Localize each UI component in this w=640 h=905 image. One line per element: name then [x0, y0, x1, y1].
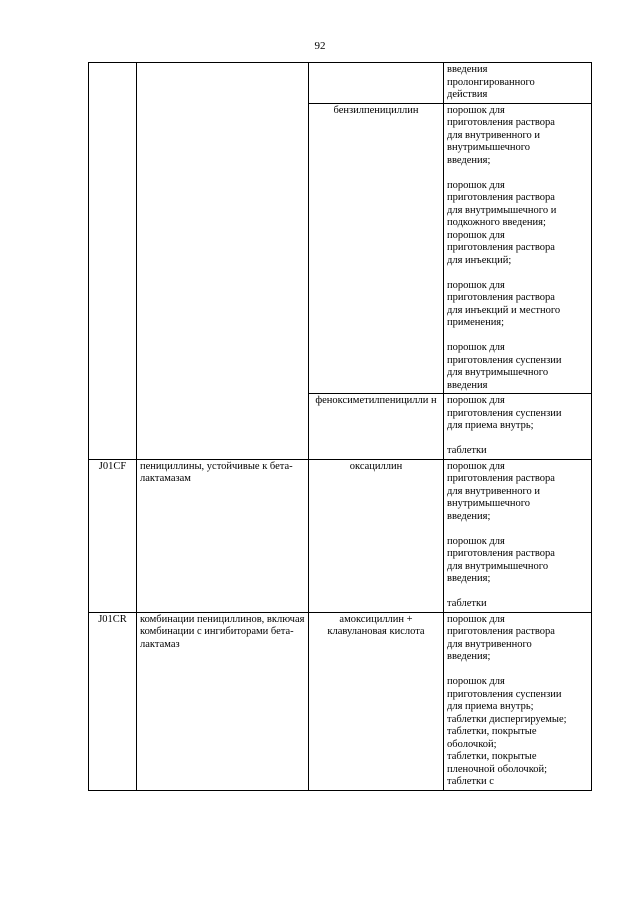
dosage-form-block [447, 280, 588, 330]
dosage-form-line: приготовления раствора [447, 242, 555, 253]
dosage-form-line: для внутривенного и [447, 129, 541, 141]
dosage-form-cell [444, 63, 592, 104]
dosage-form-block [447, 676, 588, 789]
atc-code-cell [89, 63, 137, 460]
dosage-form-line: порошок для [447, 676, 505, 687]
dosage-form-line: для внутривенного и [447, 485, 541, 497]
dosage-form-line: для внутримышечного и [447, 204, 557, 216]
drug-table [88, 62, 592, 791]
dosage-form-line: таблетки [447, 445, 487, 456]
form-gap [447, 433, 588, 446]
atc-code-cell: J01CR [89, 612, 137, 790]
dosage-form-line: порошок для [447, 229, 505, 241]
dosage-form-line: внутримышечного [447, 498, 531, 509]
dosage-form-line: приготовления раствора [447, 548, 555, 559]
dosage-form-line: приготовления раствора [447, 473, 555, 484]
dosage-form-cell [444, 103, 592, 394]
dosage-form-line: для внутривенного [447, 638, 532, 650]
group-name-cell [137, 63, 309, 460]
dosage-form-line: приготовления раствора [447, 292, 555, 303]
dosage-form-line: для инъекций и местного [447, 304, 561, 316]
dosage-form-block [447, 461, 588, 524]
dosage-form-line: введения [447, 379, 488, 391]
dosage-form-line: пролонгированного [447, 76, 535, 88]
form-gap [447, 330, 588, 343]
dosage-form-line: приготовления суспензии [447, 688, 562, 700]
table-row [89, 459, 592, 612]
dosage-form-line: пленочной оболочкой; [447, 763, 548, 775]
dosage-form-block [447, 180, 588, 268]
dosage-form-block [447, 445, 588, 458]
dosage-form-line: таблетки, покрытые [447, 726, 537, 737]
dosage-form-block [447, 536, 588, 586]
dosage-form-cell [444, 612, 592, 790]
dosage-form-line: введения; [447, 651, 491, 662]
dosage-form-line: внутримышечного [447, 142, 531, 153]
dosage-form-line: таблетки диспергируемые; [447, 713, 567, 725]
dosage-form-line: подкожного введения; [447, 217, 546, 228]
dosage-form-line: приготовления раствора [447, 192, 555, 203]
page-number: 92 [314, 40, 326, 52]
dosage-form-line: введения; [447, 510, 491, 522]
dosage-form-line: порошок для [447, 342, 505, 353]
dosage-form-line: для инъекций; [447, 254, 512, 266]
dosage-form-block [447, 395, 588, 433]
dosage-form-cell [444, 394, 592, 460]
dosage-form-line: таблетки [447, 598, 487, 609]
dosage-form-line: порошок для [447, 104, 505, 116]
dosage-form-cell [444, 459, 592, 612]
dosage-form-line: приготовления раствора [447, 626, 555, 637]
drug-name-cell: амоксициллин + клавулановая кислота [309, 612, 444, 790]
dosage-form-block [447, 342, 588, 392]
dosage-form-block [447, 105, 588, 168]
dosage-form-line: приготовления суспензии [447, 407, 562, 419]
dosage-form-line: порошок для [447, 460, 505, 472]
dosage-form-line: таблетки, покрытые [447, 751, 537, 762]
dosage-form-line: порошок для [447, 535, 505, 547]
dosage-form-line: действия [447, 89, 488, 100]
dosage-form-line: для внутримышечного [447, 560, 549, 572]
form-gap [447, 586, 588, 599]
dosage-form-line: введения; [447, 154, 491, 166]
dosage-form-line: введения [447, 64, 488, 75]
dosage-form-block [447, 614, 588, 664]
dosage-form-line: приготовления раствора [447, 117, 555, 128]
table-row [89, 63, 592, 104]
drug-name-cell: феноксиметилпеницилли н [309, 394, 444, 460]
dosage-form-line: порошок для [447, 279, 505, 291]
dosage-form-block [447, 598, 588, 611]
table-row [89, 612, 592, 790]
dosage-form-line: порошок для [447, 613, 505, 625]
dosage-form-line: порошок для [447, 179, 505, 191]
dosage-form-line: оболочкой; [447, 738, 497, 750]
form-gap [447, 167, 588, 180]
dosage-form-line: для внутримышечного [447, 367, 549, 378]
dosage-form-line: приготовления суспензии [447, 354, 562, 366]
group-name-cell: комбинации пенициллинов, включая комбинации с ингибиторами бета-лактамаз [137, 612, 309, 790]
dosage-form-line: порошок для [447, 395, 505, 406]
group-name-cell: пенициллины, устойчивые к бета-лактамазам [137, 459, 309, 612]
drug-name-cell: бензилпенициллин [309, 103, 444, 394]
form-gap [447, 523, 588, 536]
dosage-form-block [447, 64, 588, 102]
dosage-form-line: применения; [447, 317, 505, 328]
dosage-form-line: введения; [447, 573, 491, 584]
atc-code-cell: J01CF [89, 459, 137, 612]
drug-name-cell: оксациллин [309, 459, 444, 612]
dosage-form-line: таблетки с [447, 776, 494, 787]
form-gap [447, 664, 588, 677]
form-gap [447, 267, 588, 280]
dosage-form-line: для приема внутрь; [447, 701, 534, 712]
drug-name-cell [309, 63, 444, 104]
dosage-form-line: для приема внутрь; [447, 420, 534, 431]
